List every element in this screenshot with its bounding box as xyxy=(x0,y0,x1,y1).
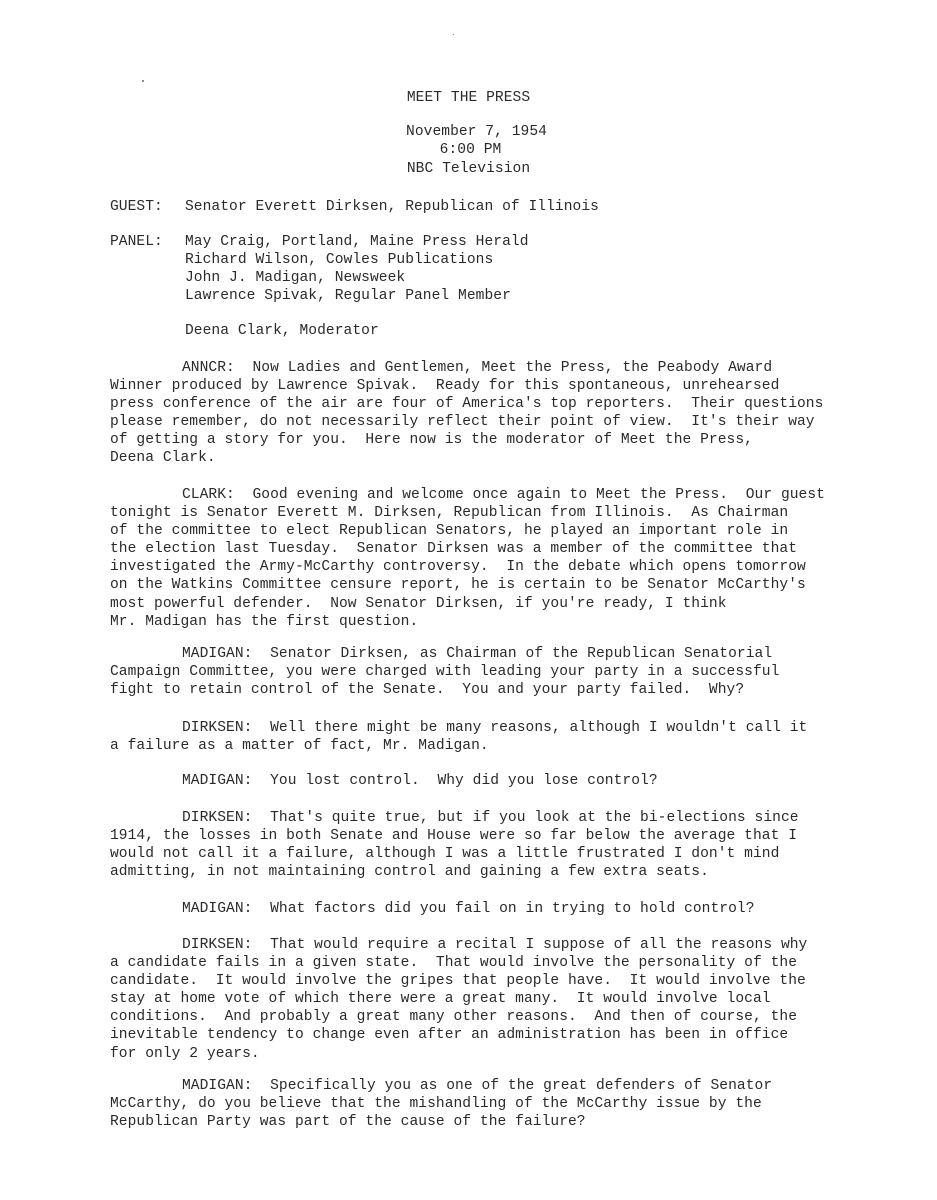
transcript-line: inevitable tendency to change even after an administration has been in office xyxy=(110,1027,789,1044)
speaker-label: MADIGAN: xyxy=(182,1078,253,1094)
transcript-line: 1914, the losses in both Senate and House were so far below the average that I xyxy=(110,828,797,845)
transcript-line: Mr. Madigan has the first question. xyxy=(110,613,419,630)
transcript-line: please remember, do not necessarily reflect their point of view. It's their way xyxy=(110,414,815,431)
transcript-line: Republican Party was part of the cause of the failure? xyxy=(110,1114,586,1131)
speaker-label: MADIGAN: xyxy=(182,773,253,789)
broadcast-date: November 7, 1954 xyxy=(406,124,547,140)
transcript-line: press conference of the air are four of America's top reporters. Their questions xyxy=(110,396,824,413)
guest-label: GUEST: xyxy=(110,199,163,215)
transcript-line: DIRKSEN: That's quite true, but if you look at the bi-elections since xyxy=(182,810,799,826)
document-title: MEET THE PRESS xyxy=(406,90,531,106)
transcript-line: of getting a story for you. Here now is the moderator of Meet the Press, xyxy=(110,432,753,449)
transcript-line: admitting, in not maintaining control and gaining a few extra seats. xyxy=(110,864,709,881)
transcript-entry-dirksen xyxy=(110,809,850,881)
broadcast-time: 6:00 PM xyxy=(439,142,502,158)
stray-mark xyxy=(142,80,144,82)
transcript-line: candidate. It would involve the gripes that people have. It would involve the xyxy=(110,973,806,990)
transcript-line: MADIGAN: Senator Dirksen, as Chairman of the Republican Senatorial xyxy=(182,646,773,662)
transcript-line: Campaign Committee, you were charged with leading your party in a successful xyxy=(110,664,780,681)
transcript-entry-clark xyxy=(110,486,850,631)
speaker-label: MADIGAN: xyxy=(182,646,253,662)
speaker-label: DIRKSEN: xyxy=(182,720,253,736)
speaker-label: DIRKSEN: xyxy=(182,937,253,953)
broadcast-network: NBC Television xyxy=(406,161,531,177)
transcript-line: DIRKSEN: Well there might be many reasons, although I wouldn't call it xyxy=(182,720,808,736)
transcript-line: the election last Tuesday. Senator Dirksen was a member of the committee that xyxy=(110,541,797,558)
transcript-entry-madigan xyxy=(110,1077,850,1131)
panel-member: May Craig, Portland, Maine Press Herald xyxy=(185,234,529,250)
transcript-line: CLARK: Good evening and welcome once again to Meet the Press. Our guest xyxy=(182,487,825,503)
transcript-entry-madigan xyxy=(110,900,850,918)
transcript-line: fight to retain control of the Senate. You and your party failed. Why? xyxy=(110,682,745,699)
transcript-line: MADIGAN: What factors did you fail on in trying to hold control? xyxy=(182,901,755,917)
transcript-line: Winner produced by Lawrence Spivak. Ready for this spontaneous, unrehearsed xyxy=(110,378,780,395)
transcript-line: of the committee to elect Republican Senators, he played an important role in xyxy=(110,523,789,540)
transcript-entry-madigan xyxy=(110,772,850,790)
transcript-line: would not call it a failure, although I was a little frustrated I don't mind xyxy=(110,846,780,863)
transcript-entry-dirksen xyxy=(110,936,850,1063)
transcript-line: MADIGAN: You lost control. Why did you lose control? xyxy=(182,773,658,789)
panel-label: PANEL: xyxy=(110,234,163,250)
transcript-line: McCarthy, do you believe that the mishandling of the McCarthy issue by the xyxy=(110,1096,762,1113)
transcript-line: most powerful defender. Now Senator Dirksen, if you're ready, I think xyxy=(110,595,727,612)
transcript-entry-announcer xyxy=(110,359,850,468)
transcript-entry-dirksen xyxy=(110,719,850,755)
stray-mark xyxy=(453,34,454,35)
guest-name: Senator Everett Dirksen, Republican of Illinois xyxy=(185,199,599,215)
transcript-line: DIRKSEN: That would require a recital I suppose of all the reasons why xyxy=(182,937,808,953)
transcript-line: on the Watkins Committee censure report, he is certain to be Senator McCarthy's xyxy=(110,577,806,594)
speaker-label: DIRKSEN: xyxy=(182,810,253,826)
panel-member: Lawrence Spivak, Regular Panel Member xyxy=(185,288,511,304)
transcript-line: for only 2 years. xyxy=(110,1045,260,1062)
speaker-label: MADIGAN: xyxy=(182,901,253,917)
transcript-line: Deena Clark. xyxy=(110,450,216,467)
transcript-line: MADIGAN: Specifically you as one of the great defenders of Senator xyxy=(182,1078,773,1094)
speaker-label: CLARK: xyxy=(182,487,235,503)
moderator: Deena Clark, Moderator xyxy=(185,323,379,339)
transcript-line: a candidate fails in a given state. That would involve the personality of the xyxy=(110,955,797,972)
panel-member: Richard Wilson, Cowles Publications xyxy=(185,252,494,268)
transcript-line: stay at home vote of which there were a great many. It would involve local xyxy=(110,991,771,1008)
transcript-line: tonight is Senator Everett M. Dirksen, Republican from Illinois. As Chairman xyxy=(110,505,789,522)
transcript-line: ANNCR: Now Ladies and Gentlemen, Meet the Press, the Peabody Award xyxy=(182,360,773,376)
transcript-line: a failure as a matter of fact, Mr. Madigan. xyxy=(110,738,489,755)
panel-member: John J. Madigan, Newsweek xyxy=(185,270,406,286)
transcript-entry-madigan xyxy=(110,645,850,699)
speaker-label: ANNCR: xyxy=(182,360,235,376)
transcript-line: conditions. And probably a great many other reasons. And then of course, the xyxy=(110,1009,797,1026)
transcript-line: investigated the Army-McCarthy controversy. In the debate which opens tomorrow xyxy=(110,559,806,576)
